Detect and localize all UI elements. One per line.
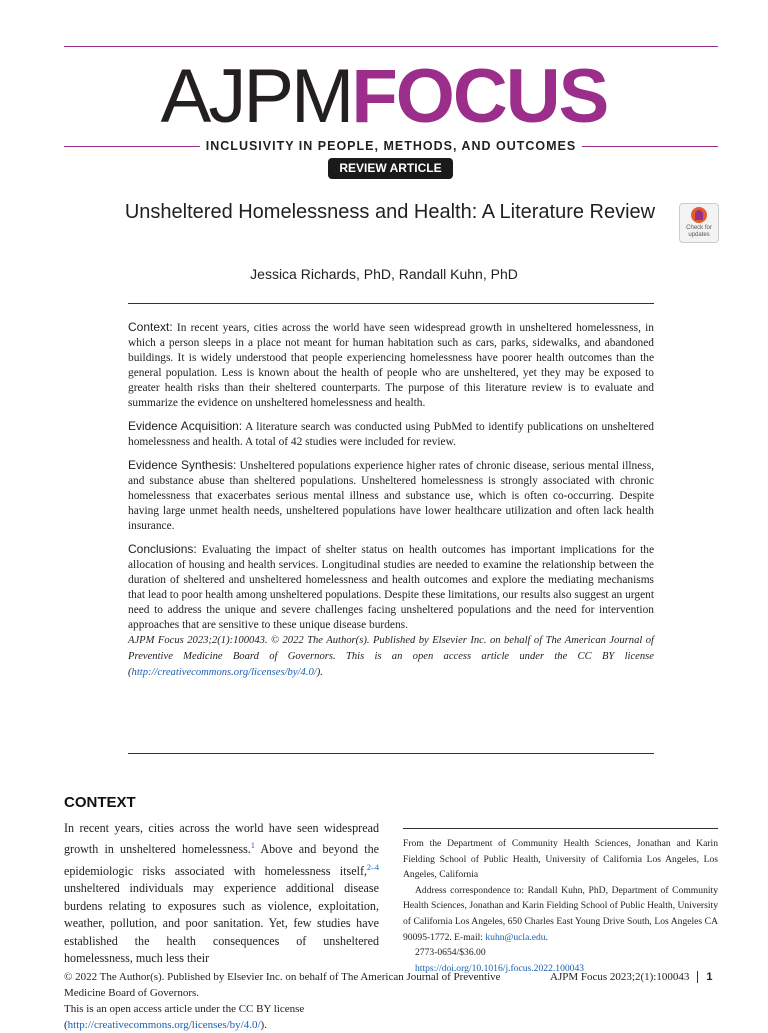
- abstract-context-text: In recent years, cities across the world have seen widespread growth in unsheltered homelessness, in which a person sleeps in a place not meant for human habitation such as cars, parks, sidewalks, and abandoned buildings. It is widely understood that people experiencing homelessness have poorer health outcomes than the general population. Less is known about the health of people who are unsheltered, yet they may be exposed to greater health risks than their sheltered counterparts. The purpose of this literature review is to evaluate and summarize the evidence on unsheltered homelessness and health.: [128, 322, 654, 409]
- issn: 2773-0654/$36.00: [415, 947, 486, 959]
- footer-citation: AJPM Focus 2023;2(1):100043: [550, 971, 690, 983]
- logo-ajpm: AJPM: [160, 54, 352, 139]
- header-top-rule: [64, 46, 718, 47]
- body-text-3: unsheltered individuals may experience additional disease burdens relating to exposures such as violence, exploitation, weather, pollution, and poor sanitation. Yet, few studies have established the health consequences of unsheltered homelessness, much less their: [64, 881, 379, 965]
- abstract-citation: AJPM Focus 2023;2(1):100043. © 2022 The Author(s). Published by Elsevier Inc. on behalf of The American Journal of Preventive Medicine Board of Governors. This is an open access article under the CC BY license (http://creativecommons.org/licenses/by/4.0/).: [128, 635, 654, 678]
- citation-license-link[interactable]: http://creativecommons.org/licenses/by/4.0/: [131, 667, 317, 678]
- abstract-conclusions-text: Evaluating the impact of shelter status on health outcomes has important implications for the allocation of housing and health services. Longitudinal studies are needed to examine the relationship between the duration of sheltered and unsheltered homelessness and health outcomes and explore the mediating mechanisms that lead to poor health among unsheltered populations. Despite these limitations, our results also suggest an urgent need to address the unique and severe challenges facing unsheltered populations and the need for intervention approaches that are sensitive to these unique disease burdens.: [128, 544, 654, 631]
- journal-tagline: INCLUSIVITY IN PEOPLE, METHODS, AND OUTCOMES: [200, 139, 582, 153]
- article-type-badge: REVIEW ARTICLE: [328, 158, 453, 179]
- abstract-acquisition-label: Evidence Acquisition:: [128, 419, 243, 433]
- journal-logo: [0, 52, 768, 142]
- check-updates-icon: [691, 207, 707, 223]
- abstract-acquisition-text: A literature search was conducted using PubMed to identify publications on unsheltered homelessness and health. A total of 42 studies were included for review.: [128, 421, 655, 448]
- article-authors: Jessica Richards, PhD, Randall Kuhn, PhD: [250, 266, 518, 282]
- affiliation-block: [403, 836, 718, 976]
- section-heading: CONTEXT: [64, 794, 136, 811]
- abstract-synthesis: [128, 458, 654, 534]
- citation-end: ).: [316, 667, 323, 678]
- abstract-acquisition: [128, 419, 654, 450]
- affiliation-from: From the Department of Community Health Sciences, Jonathan and Karin Fielding School of Public Health, University of California Los Angeles, Los Angeles, California: [403, 838, 718, 881]
- footer-license-link[interactable]: http://creativecommons.org/licenses/by/4.0/: [67, 1019, 261, 1031]
- abstract-bottom-rule: [128, 753, 654, 754]
- check-for-updates-button[interactable]: [679, 203, 719, 243]
- reference-link-2[interactable]: 2–4: [367, 862, 379, 872]
- reference-link-1[interactable]: 1: [250, 841, 255, 851]
- footer-license-text: This is an open access article under the CC BY license (: [64, 1003, 305, 1031]
- tagline-row: [64, 138, 718, 154]
- abstract-synthesis-label: Evidence Synthesis:: [128, 458, 237, 472]
- abstract-top-rule: [128, 303, 654, 304]
- body-text-1: In recent years, cities across the world have seen widespread growth in unsheltered homelessness.: [64, 821, 379, 857]
- footer-separator: [697, 971, 698, 983]
- affiliation-address: Address correspondence to: Randall Kuhn, PhD, Department of Community Health Sciences, Jonathan and Karin Fielding School of Public Health, University of California Los Angeles, 650 Charles East Young Drive South, Los Angeles CA 90095-1772. E-mail: kuhn@ucla.edu.: [403, 884, 718, 943]
- abstract-conclusions: [128, 542, 654, 633]
- body-paragraph: [64, 820, 379, 967]
- page-number: 1: [706, 971, 713, 983]
- email-link[interactable]: kuhn@ucla.edu: [485, 931, 546, 943]
- abstract-synthesis-text: Unsheltered populations experience higher rates of chronic disease, serious mental illness, and substance abuse than sheltered populations. Unsheltered homelessness is strongly associated with chronic homelessness that exacerbates serious mental illness and substance use, which is often co-occurring. Despite having large unmet health needs, unsheltered populations have lower healthcare utilization and often lack health insurance.: [128, 460, 654, 532]
- abstract-conclusions-label: Conclusions:: [128, 542, 197, 556]
- footer-license-end: ).: [260, 1019, 267, 1031]
- footer-journal-ref: [550, 969, 712, 985]
- abstract-context: [128, 320, 654, 411]
- logo-focus: FOCUS: [351, 54, 608, 139]
- citation-text: AJPM Focus 2023;2(1):100043. © 2022 The Author(s). Published by Elsevier Inc. on behalf of The American Journal of Preventive Medicine Board of Governors. This is an open access article under the CC BY license: [128, 635, 654, 662]
- address-text: Address correspondence to: Randall Kuhn, PhD, Department of Community Health Sciences, Jonathan and Karin Fielding School of Public Health, University of California Los Angeles, 650 Charles East Young Drive South, Los Angeles CA 90095-1772. E-mail:: [403, 884, 718, 943]
- affiliation-rule: [403, 828, 718, 829]
- check-updates-label: Check for updates: [686, 225, 712, 238]
- footer-license: [64, 969, 504, 1033]
- abstract-context-label: Context:: [128, 320, 173, 334]
- doi-link[interactable]: https://doi.org/10.1016/j.focus.2022.100043: [415, 962, 585, 974]
- article-title: Unsheltered Homelessness and Health: A Literature Review: [124, 201, 656, 223]
- footer-copyright: © 2022 The Author(s). Published by Elsevier Inc. on behalf of The American Journal of Preventive Medicine Board of Governors.: [64, 971, 501, 999]
- abstract: [128, 320, 654, 689]
- footer-license-line: [64, 1001, 504, 1033]
- body-text-2: Above and beyond the epidemiologic risks associated with homelessness itself,: [64, 842, 380, 878]
